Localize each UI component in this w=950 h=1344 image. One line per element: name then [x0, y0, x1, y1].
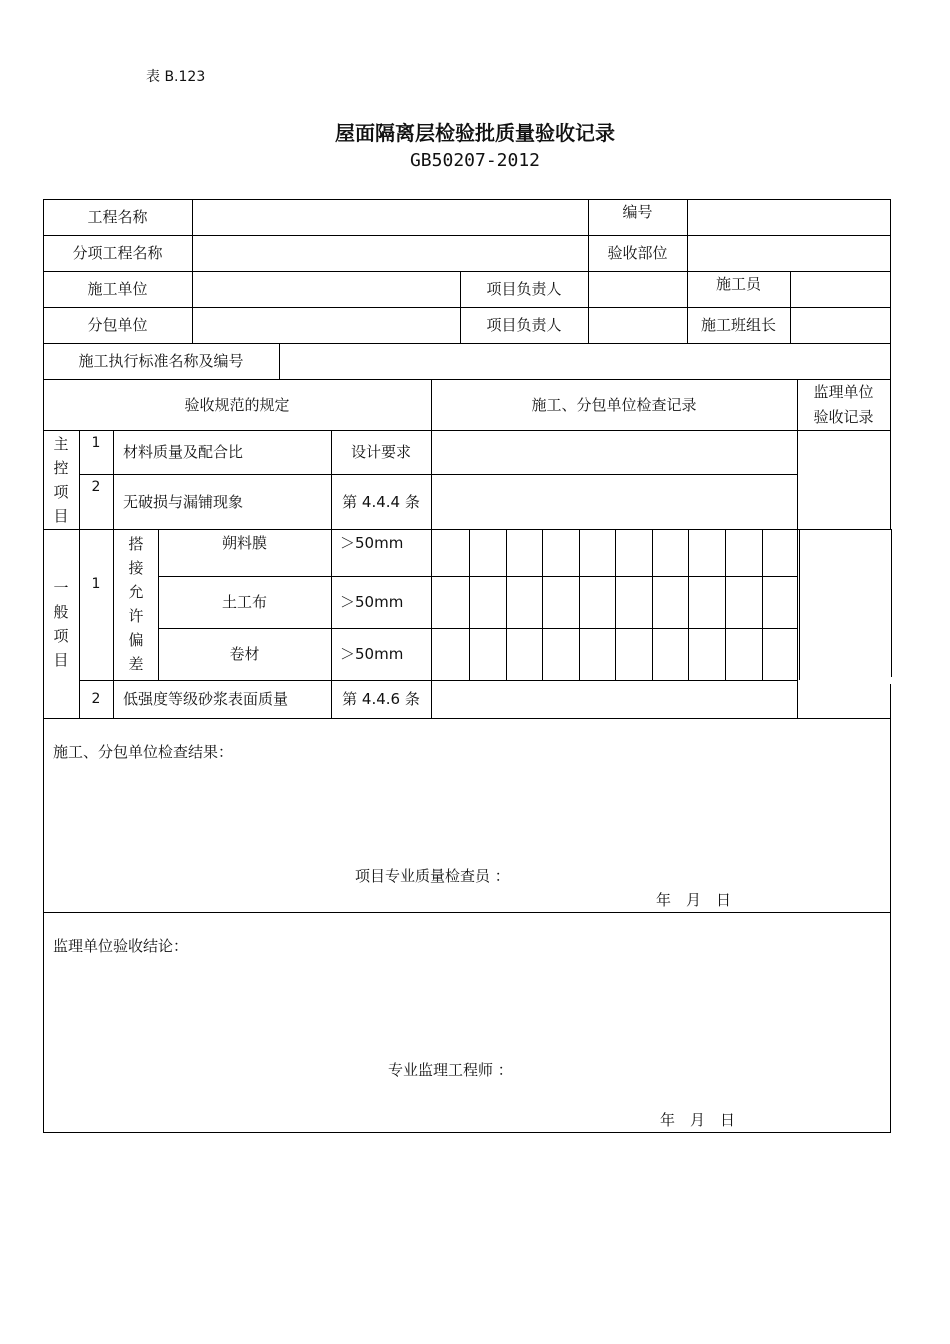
label-char: 主 — [53, 435, 69, 453]
acceptance-part-label: 验收部位 — [607, 244, 668, 262]
label-char: 项 — [53, 627, 69, 645]
main-item-1-no: 1 — [91, 435, 101, 451]
number-label: 编号 — [622, 203, 653, 221]
contractor-date: 年 月 日 — [656, 891, 732, 909]
document-standard: GB50207-2012 — [409, 150, 541, 171]
quality-inspector-label: 项目专业质量检查员 ： — [355, 867, 510, 885]
check-record-column-header: 施工、分包单位检查记录 — [531, 396, 697, 414]
team-leader-label: 施工班组长 — [700, 316, 776, 334]
label-char: 控 — [53, 459, 69, 477]
sub-item-3-name: 卷材 — [229, 645, 260, 663]
supervision-column-header-line2: 验收记录 — [813, 408, 874, 426]
label-char: 般 — [53, 603, 69, 621]
main-item-2-name: 无破损与漏铺现象 — [123, 493, 244, 511]
sub-item-1-name: 朔料膜 — [221, 534, 267, 552]
supervision-engineer-label: 专业监理工程师 ： — [388, 1061, 513, 1079]
project-name-label: 工程名称 — [87, 208, 148, 226]
label-char: 目 — [53, 507, 69, 525]
sub-item-3-value: ＞50mm — [340, 645, 404, 663]
sub-item-2-name: 土工布 — [221, 593, 267, 611]
subproject-label: 分项工程名称 — [72, 244, 163, 262]
document-title: 屋面隔离层检验批质量验收记录 — [335, 121, 615, 145]
general-item-2-name: 低强度等级砂浆表面质量 — [123, 690, 289, 708]
main-item-2-no: 2 — [91, 479, 101, 495]
project-leader-label: 项目负责人 — [486, 280, 562, 298]
project-leader2-label: 项目负责人 — [486, 316, 562, 334]
label-char: 偏 — [128, 631, 144, 649]
standard-name-label: 施工执行标准名称及编号 — [78, 352, 244, 370]
general-item-2-requirement: 第 4.4.6 条 — [342, 690, 420, 708]
contractor-result-label: 施工、分包单位检查结果： — [53, 743, 234, 761]
label-char: 接 — [128, 559, 144, 577]
overlap-deviation-label — [126, 532, 146, 676]
label-char: 许 — [128, 607, 144, 625]
label-char: 一 — [53, 579, 69, 597]
general-item-1-no: 1 — [91, 576, 101, 592]
main-item-1-requirement: 设计要求 — [350, 443, 411, 461]
supervision-conclusion-label: 监理单位验收结论： — [53, 937, 189, 955]
sub-item-1-value: ＞50mm — [340, 534, 404, 552]
supervision-date: 年 月 日 — [660, 1111, 736, 1129]
label-char: 项 — [53, 483, 69, 501]
label-char: 差 — [128, 655, 144, 673]
label-char: 目 — [53, 651, 69, 669]
sub-item-2-value: ＞50mm — [340, 593, 404, 611]
subcontract-unit-label: 分包单位 — [87, 316, 148, 334]
label-char: 搭 — [128, 535, 144, 553]
general-item-2-no: 2 — [91, 691, 101, 707]
construction-unit-label: 施工单位 — [87, 280, 148, 298]
main-control-label — [51, 432, 71, 528]
constructor-label: 施工员 — [715, 275, 761, 293]
general-label — [51, 576, 71, 672]
main-item-1-name: 材料质量及配合比 — [123, 443, 244, 461]
table-number: 表 B.123 — [146, 69, 206, 85]
spec-column-header: 验收规范的规定 — [184, 396, 290, 414]
supervision-column-header-line1: 监理单位 — [813, 383, 874, 401]
label-char: 允 — [128, 583, 144, 601]
main-item-2-requirement: 第 4.4.4 条 — [342, 493, 420, 511]
